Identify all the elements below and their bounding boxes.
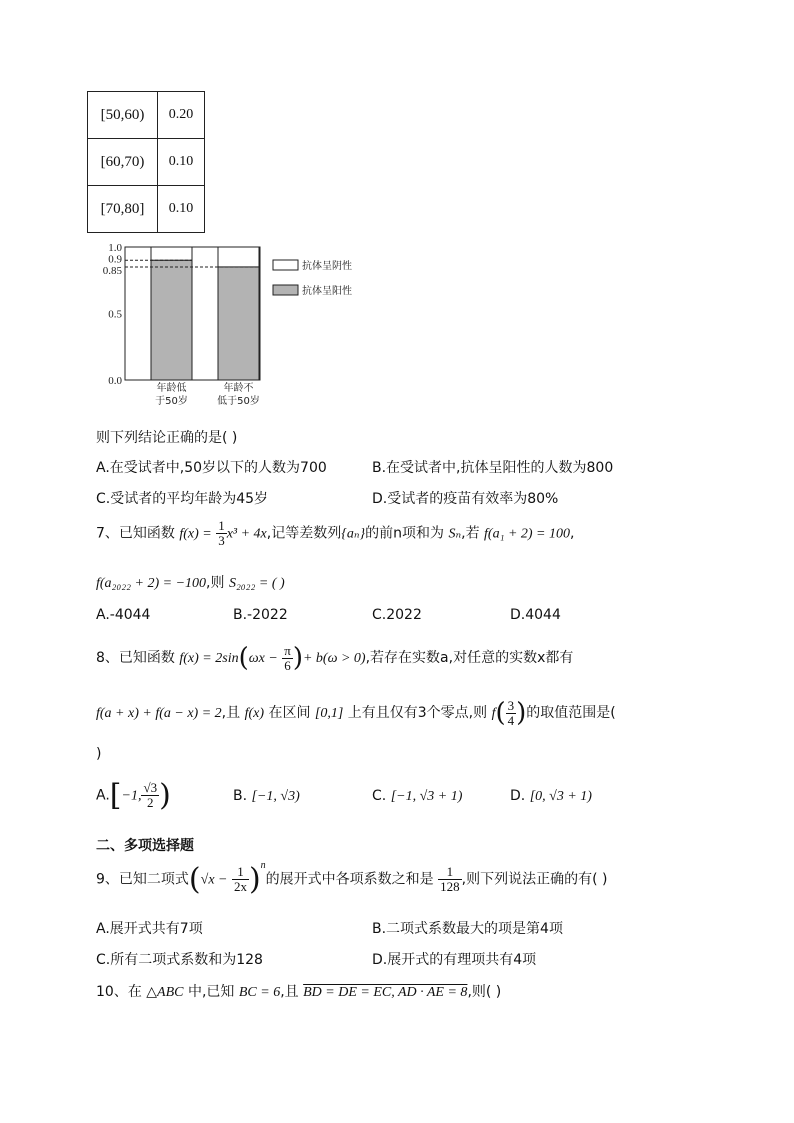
q8-a-label: A. bbox=[96, 787, 110, 804]
q8-a-num: √3 bbox=[143, 780, 158, 795]
q10-tail: ,则( ) bbox=[467, 984, 502, 1000]
q7-mid: ,记等差数列 bbox=[266, 525, 342, 542]
q8-q-den: 4 bbox=[507, 712, 515, 728]
frequency-cell: 0.10 bbox=[158, 139, 205, 186]
q7-line2-math: f(a₂₀₂₂ + 2) = −100 bbox=[96, 576, 207, 591]
q8-line2-fx: f(x) bbox=[244, 706, 264, 721]
q9-option-b: B.二项式系数最大的项是第4项 bbox=[372, 921, 563, 937]
x-tick-label: 低于50岁 bbox=[217, 396, 260, 407]
frequency-table bbox=[87, 91, 205, 233]
q10-line1 bbox=[96, 981, 501, 1001]
y-tick-label: 0.0 bbox=[108, 375, 122, 387]
q9-sum-num: 1 bbox=[438, 865, 462, 880]
q8-tail: ,若存在实数a,对任意的实数x都有 bbox=[365, 650, 574, 666]
q8-line2-text3: 上有且仅有3个零点,则 bbox=[347, 705, 488, 721]
antibody-bar-chart bbox=[95, 240, 385, 420]
q8-b-label: B. bbox=[233, 788, 248, 804]
section-multiple-choice-heading: 二、多项选择题 bbox=[96, 838, 194, 854]
q8-line2 bbox=[96, 698, 616, 728]
q10-bc: BC = 6 bbox=[238, 985, 281, 1000]
q8-quarter-fraction bbox=[506, 699, 517, 728]
q7-frac-num: 1 bbox=[218, 518, 225, 533]
q7-option-c: C.2022 bbox=[372, 607, 422, 623]
q8-b-math: [−1, √3) bbox=[251, 789, 300, 804]
q8-a-math: −1, bbox=[121, 788, 142, 804]
q8-option-d bbox=[510, 788, 592, 805]
table-row bbox=[88, 139, 205, 186]
q9-tail: ,则下列说法正确的有( ) bbox=[461, 871, 608, 888]
q8-line2-text2: 在区间 bbox=[268, 705, 311, 721]
q8-pi-num: π bbox=[284, 642, 291, 658]
frequency-cell: 0.10 bbox=[158, 186, 205, 233]
q8-line2-tail: 的取值范围是( bbox=[526, 705, 616, 721]
q9-right-paren: ) bbox=[248, 862, 261, 897]
q9-line1 bbox=[96, 859, 608, 897]
q7-line1 bbox=[96, 519, 574, 548]
q8-line2-f: f bbox=[491, 706, 496, 721]
legend-swatch bbox=[273, 260, 298, 270]
q8-option-c bbox=[372, 788, 462, 805]
bar-negative bbox=[151, 247, 192, 260]
q8-line2-interval: [0,1] bbox=[314, 706, 344, 721]
q8-q-right-paren: ) bbox=[516, 698, 527, 728]
q6-option-d: D.受试者的疫苗有效率为80% bbox=[372, 491, 559, 507]
q9-frac-num: 1 bbox=[232, 865, 249, 880]
y-tick-label: 0.85 bbox=[102, 264, 122, 277]
x-tick-label: 年龄低 bbox=[156, 383, 187, 394]
legend-swatch bbox=[273, 285, 298, 295]
q6-option-a: A.在受试者中,50岁以下的人数为700 bbox=[96, 460, 327, 476]
q8-d-label: D. bbox=[510, 788, 526, 804]
legend-label: 抗体呈阳性 bbox=[302, 286, 352, 297]
table-row bbox=[88, 186, 205, 233]
q8-func-a: f(x) = 2sin bbox=[179, 651, 239, 666]
q7-seq: {aₙ} bbox=[341, 526, 366, 542]
q8-pi-den: 6 bbox=[284, 657, 291, 673]
q8-d-math: [0, √3 + 1) bbox=[529, 789, 592, 804]
q8-left-paren: ( bbox=[238, 643, 249, 673]
q6-stem: 则下列结论正确的是( ) bbox=[96, 430, 238, 446]
q8-pi-fraction bbox=[282, 644, 293, 673]
legend-label: 抗体呈阴性 bbox=[302, 261, 352, 272]
q8-c-label: C. bbox=[372, 788, 387, 804]
q7-line2 bbox=[96, 572, 285, 592]
q10-triangle: △ABC bbox=[146, 985, 184, 1000]
bar-positive bbox=[218, 267, 259, 380]
q6-option-c: C.受试者的平均年龄为45岁 bbox=[96, 491, 269, 507]
q8-line1 bbox=[96, 643, 573, 673]
q9-sum-fraction bbox=[438, 865, 462, 894]
q10-mid: 中,已知 bbox=[187, 984, 235, 1000]
q7-line2-text: ,则 bbox=[206, 575, 225, 591]
q8-a-den: 2 bbox=[147, 795, 154, 810]
q7-comma: , bbox=[570, 525, 575, 542]
q8-func-b: ωx − bbox=[248, 651, 278, 666]
q9-left-paren: ( bbox=[188, 862, 201, 897]
y-tick-label: 0.5 bbox=[108, 308, 122, 321]
q7-line2-tail: S₂₀₂₂ = ( ) bbox=[228, 576, 285, 591]
q9-mid: 的展开式中各项系数之和是 bbox=[265, 871, 434, 888]
q9-option-a: A.展开式共有7项 bbox=[96, 921, 203, 937]
table-row bbox=[88, 92, 205, 139]
frequency-cell: 0.20 bbox=[158, 92, 205, 139]
q7-option-a: A.-4044 bbox=[96, 607, 151, 623]
y-tick-label: 1.0 bbox=[108, 242, 122, 254]
q8-line2-text: ,且 bbox=[221, 705, 241, 721]
bar-positive bbox=[151, 260, 192, 380]
q7-sn: Sₙ bbox=[448, 526, 462, 542]
q7-fraction bbox=[216, 519, 227, 548]
q9-exponent: n bbox=[260, 859, 266, 871]
q7-prefix: 7、已知函数 bbox=[96, 525, 175, 542]
q9-prefix: 9、已知二项式 bbox=[96, 871, 189, 888]
q7-mid2: 的前n项和为 bbox=[365, 525, 444, 542]
q8-func-c: + b(ω > 0) bbox=[302, 651, 366, 666]
q8-right-paren: ) bbox=[292, 643, 303, 673]
q8-prefix: 8、已知函数 bbox=[96, 650, 175, 666]
q7-frac-den: 3 bbox=[218, 533, 225, 548]
y-tick-label: 0.9 bbox=[108, 253, 122, 266]
q7-cond1-math: f(a₁ + 2) = 100 bbox=[484, 526, 571, 542]
q8-c-math: [−1, √3 + 1) bbox=[390, 789, 463, 804]
q7-func-lhs: f(x) = bbox=[179, 526, 212, 542]
q8-line3: ) bbox=[96, 746, 102, 762]
bar-negative bbox=[218, 247, 259, 267]
q10-mid2: ,且 bbox=[280, 984, 299, 1000]
interval-cell: [60,70) bbox=[88, 139, 158, 186]
q8-a-fraction bbox=[141, 781, 159, 810]
x-tick-label: 年龄不 bbox=[223, 383, 254, 394]
q9-option-d: D.展开式的有理项共有4项 bbox=[372, 952, 537, 968]
q6-option-b: B.在受试者中,抗体呈阳性的人数为800 bbox=[372, 460, 614, 476]
q8-q-left-paren: ( bbox=[495, 698, 506, 728]
q10-prefix: 10、在 bbox=[96, 984, 142, 1000]
q8-a-right-paren: ) bbox=[159, 778, 171, 813]
q8-q-num: 3 bbox=[507, 697, 515, 713]
q9-inner: √x − bbox=[200, 872, 228, 888]
q9-fraction bbox=[232, 865, 249, 894]
q7-cond1: ,若 bbox=[461, 525, 480, 542]
q7-option-b: B.-2022 bbox=[233, 607, 288, 623]
q8-line2-math: f(a + x) + f(a − x) = 2 bbox=[96, 706, 222, 721]
q9-frac-den: 2x bbox=[233, 879, 247, 894]
q7-option-d: D.4044 bbox=[510, 607, 561, 623]
q9-option-c: C.所有二项式系数和为128 bbox=[96, 952, 263, 968]
interval-cell: [70,80] bbox=[88, 186, 158, 233]
q8-option-b bbox=[233, 788, 300, 805]
q8-a-left-bracket: [ bbox=[109, 778, 122, 813]
q7-func-rhs: x³ + 4x bbox=[226, 526, 267, 542]
q8-option-a bbox=[96, 778, 171, 813]
q10-vectors: BD = DE = EC, AD · AE = 8 bbox=[303, 985, 468, 1000]
interval-cell: [50,60) bbox=[88, 92, 158, 139]
x-tick-label: 于50岁 bbox=[155, 396, 188, 407]
q9-sum-den: 128 bbox=[440, 879, 460, 894]
